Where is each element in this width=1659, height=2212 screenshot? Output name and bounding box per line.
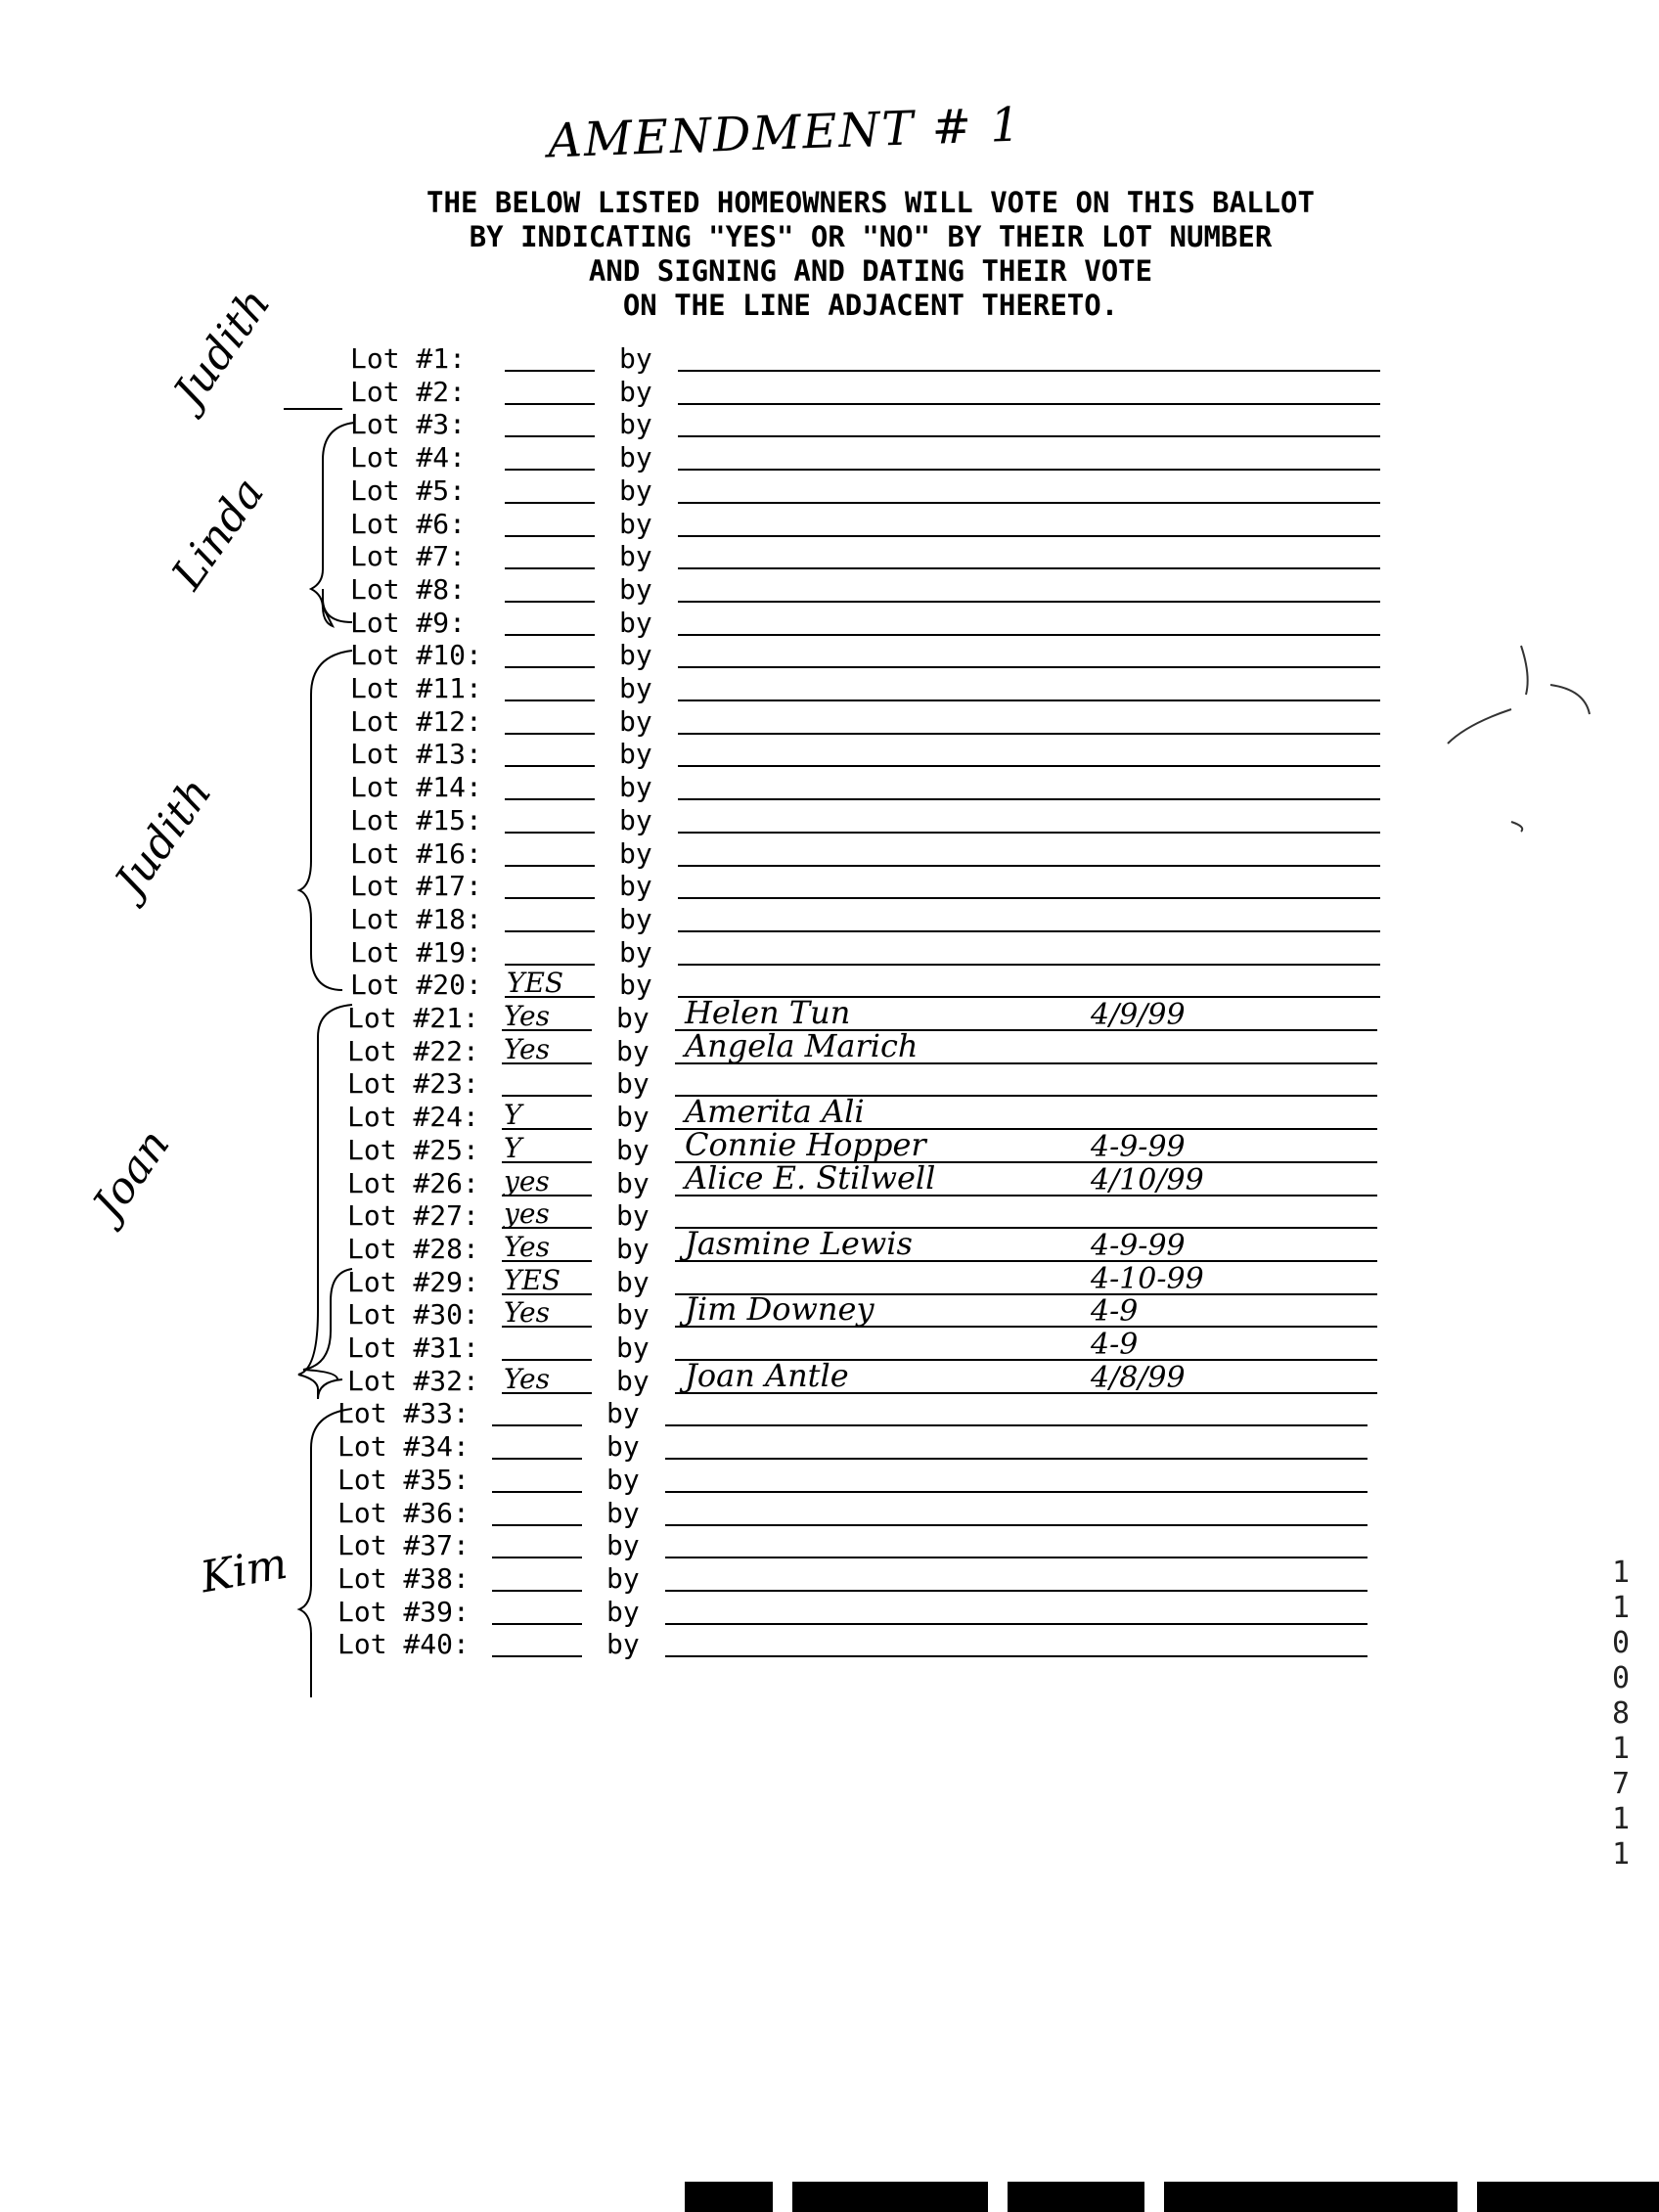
by-label: by [619,672,652,704]
lot-number-label: Lot #37: [337,1529,470,1561]
by-label: by [619,474,652,507]
signature-date: 4-9-99 [1091,1130,1186,1164]
lot-number-label: Lot #20: [350,969,482,1001]
by-label: by [619,376,652,408]
vote-value: Yes [504,1231,550,1263]
vote-value: Yes [504,1000,550,1032]
by-label: by [619,508,652,540]
lot-number-label: Lot #8: [350,573,467,606]
lot-number-label: Lot #34: [337,1430,470,1463]
by-label: by [619,936,652,969]
by-label: by [619,903,652,935]
vote-value: Y [504,1132,522,1164]
by-label: by [616,1199,650,1232]
lot-number-label: Lot #22: [347,1035,479,1067]
by-label: by [619,771,652,803]
group-label-judith-1: Judith [163,279,281,417]
by-label: by [616,1233,650,1265]
by-label: by [606,1397,640,1429]
lot-number-label: Lot #10: [350,639,482,671]
lot-number-label: Lot #18: [350,903,482,935]
by-label: by [616,1365,650,1397]
by-label: by [616,1067,650,1100]
signature: Angela Marich [685,1027,919,1064]
lot-number-label: Lot #23: [347,1067,479,1100]
by-label: by [616,1134,650,1166]
lot-number-label: Lot #9: [350,607,467,639]
by-label: by [619,639,652,671]
lot-number-label: Lot #40: [337,1628,470,1660]
group-label-kim: Kim [197,1538,291,1603]
by-label: by [619,441,652,474]
vote-value: Yes [504,1033,550,1065]
vote-value: yes [504,1197,550,1230]
bracket-lots-33-40 [299,1409,352,1697]
lot-number-label: Lot #32: [347,1365,479,1397]
signature: Joan Antle [685,1357,849,1394]
by-label: by [616,1035,650,1067]
by-label: by [619,837,652,870]
group-label-judith-2: Judith [105,768,222,906]
vote-value: Y [504,1099,522,1131]
document-number: 11008 1711 [1611,1556,1631,1872]
group-label-linda: Linda [161,469,275,599]
scan-edge-bar [685,2182,1659,2212]
by-label: by [616,1266,650,1298]
margin-mark-1 [1448,646,1590,744]
lot-number-label: Lot #12: [350,705,482,738]
by-label: by [619,573,652,606]
by-label: by [619,738,652,770]
signature: Jasmine Lewis [685,1225,913,1262]
by-label: by [619,540,652,572]
by-label: by [606,1529,640,1561]
signature: Alice E. Stilwell [685,1159,936,1196]
lot-number-label: Lot #5: [350,474,467,507]
lot-number-label: Lot #31: [347,1332,479,1364]
lot-number-label: Lot #2: [350,376,467,408]
signature-date: 4-9 [1091,1328,1139,1362]
lot-number-label: Lot #29: [347,1266,479,1298]
by-label: by [606,1497,640,1529]
lot-number-label: Lot #17: [350,870,482,902]
by-label: by [606,1562,640,1595]
margin-mark-2 [1511,822,1522,832]
bracket-lots-10-20 [299,651,352,990]
by-label: by [619,408,652,440]
vote-value: yes [504,1165,550,1197]
lot-number-label: Lot #33: [337,1397,470,1429]
signature: Jim Downey [685,1290,874,1328]
lot-number-label: Lot #7: [350,540,467,572]
by-label: by [619,607,652,639]
vote-value: YES [504,1264,561,1296]
lot-number-label: Lot #19: [350,936,482,969]
handwritten-title: AMENDMENT # 1 [547,97,1023,169]
lot-number-label: Lot #11: [350,672,482,704]
signature-date: 4-9 [1091,1294,1139,1329]
lot-number-label: Lot #28: [347,1233,479,1265]
by-label: by [616,1002,650,1034]
by-label: by [619,870,652,902]
bracket-lots-21-32 [298,1005,352,1399]
lot-number-label: Lot #4: [350,441,467,474]
signature-date: 4-10-99 [1091,1262,1204,1296]
signature: Helen Tun [685,994,851,1031]
bracket-lots-3-9 [311,423,354,626]
lot-number-label: Lot #15: [350,804,482,836]
lot-number-label: Lot #26: [347,1167,479,1199]
signature-date: 4-9-99 [1091,1229,1186,1263]
lot-number-label: Lot #36: [337,1497,470,1529]
by-label: by [619,705,652,738]
lot-number-label: Lot #25: [347,1134,479,1166]
lot-number-label: Lot #3: [350,408,467,440]
lot-number-label: Lot #38: [337,1562,470,1595]
lot-number-label: Lot #39: [337,1596,470,1628]
lot-number-label: Lot #6: [350,508,467,540]
lot-number-label: Lot #21: [347,1002,479,1034]
group-label-joan: Joan [83,1120,180,1229]
vote-value: Yes [504,1296,550,1329]
by-label: by [606,1464,640,1496]
by-label: by [606,1430,640,1463]
lot-number-label: Lot #1: [350,342,467,375]
signature-date: 4/9/99 [1091,998,1186,1032]
vote-value: Yes [504,1363,550,1395]
signature: Amerita Ali [685,1093,865,1130]
signature: Connie Hopper [685,1126,926,1163]
lot-number-label: Lot #16: [350,837,482,870]
by-label: by [606,1596,640,1628]
by-label: by [619,804,652,836]
by-label: by [619,342,652,375]
by-label: by [619,969,652,1001]
lot-number-label: Lot #14: [350,771,482,803]
signature-date: 4/10/99 [1091,1163,1204,1197]
lot-number-label: Lot #24: [347,1101,479,1133]
by-label: by [606,1628,640,1660]
by-label: by [616,1332,650,1364]
by-label: by [616,1167,650,1199]
signature-date: 4/8/99 [1091,1361,1186,1395]
lot-number-label: Lot #13: [350,738,482,770]
lot-number-label: Lot #30: [347,1298,479,1331]
ballot-instructions: THE BELOW LISTED HOMEOWNERS WILL VOTE ON THIS BALLOT BY INDICATING "YES" OR "NO" BY THEIR LOT NUMBER AND SIGNING AND DATING THEIR VOTE ON THE LINE ADJACENT THERETO. [426,186,1315,322]
vote-value: YES [507,967,564,999]
lot-number-label: Lot #35: [337,1464,470,1496]
by-label: by [616,1101,650,1133]
lot-number-label: Lot #27: [347,1199,479,1232]
by-label: by [616,1298,650,1331]
